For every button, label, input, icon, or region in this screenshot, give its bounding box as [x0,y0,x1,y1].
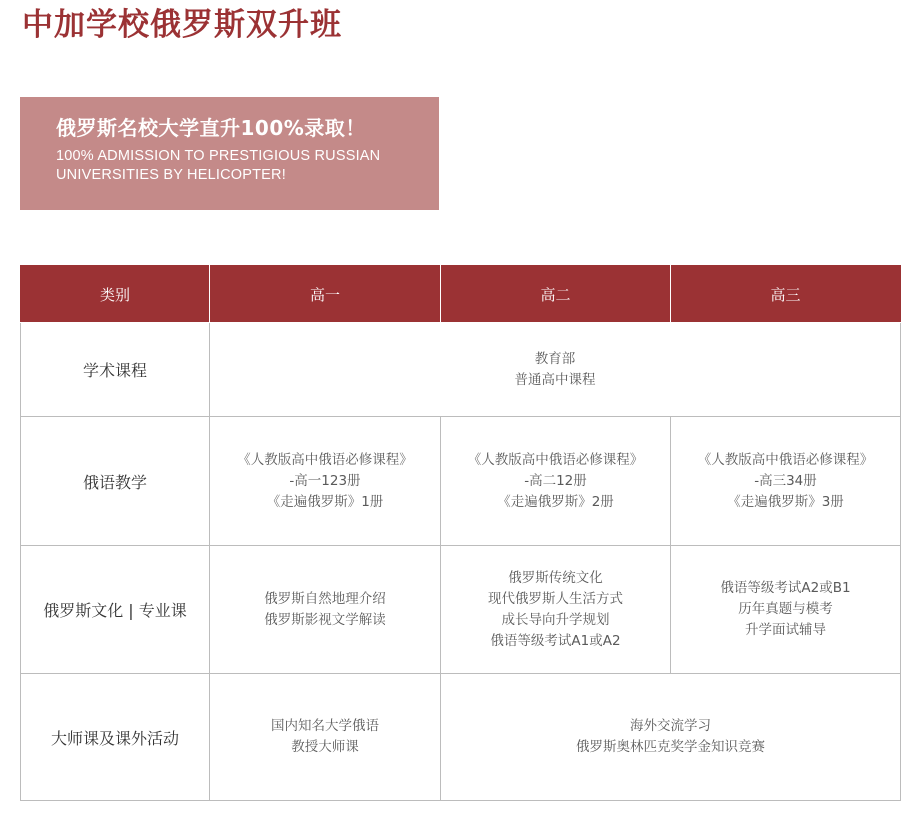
cell-russian-grade-2 [441,417,671,546]
cell-line: 海外交流学习 [630,718,711,734]
cell-line: 历年真题与模考 [738,601,833,617]
table-row [21,323,901,417]
admission-banner [20,97,439,210]
cell-line: -高二12册 [524,472,587,489]
banner-subline-2: UNIVERSITIES BY HELICOPTER! [56,167,286,183]
cell-line: 教育部 [534,350,576,367]
table-header-row [21,266,901,323]
header-grade-2: 高二 [441,266,671,323]
cell-line: 《人教版高中俄语必修课程》 [697,451,874,468]
page-title: 中加学校俄罗斯双升班 [22,7,342,43]
cell-line: 教授大师课 [291,739,359,755]
cell-line: 俄罗斯传统文化 [508,569,603,586]
cell-academic-all-grades [210,323,901,417]
cell-culture-grade-1 [210,546,441,674]
banner-subline [56,147,419,185]
cell-line: -高一123册 [289,472,361,489]
cell-line: 成长导向升学规划 [501,611,610,628]
header-category: 类别 [21,266,210,323]
cell-line: -高三34册 [754,472,817,489]
cell-culture-grade-3 [671,546,901,674]
cell-line: 俄罗斯影视文学解读 [264,611,386,628]
cell-line: 现代俄罗斯人生活方式 [488,590,623,607]
cell-line: 俄罗斯自然地理介绍 [264,590,386,607]
cell-line: 《人教版高中俄语必修课程》 [237,451,413,468]
cell-line: 《走遍俄罗斯》2册 [497,493,614,510]
header-grade-3: 高三 [671,266,901,323]
cell-masterclass-grade-2-3 [441,674,901,801]
header-grade-1: 高一 [210,266,441,323]
row-category-masterclass: 大师课及课外活动 [21,674,210,801]
row-category-academic: 学术课程 [21,323,210,417]
table-row [21,546,901,674]
cell-line: 《走遍俄罗斯》3册 [727,493,844,510]
table-row [21,417,901,546]
cell-line: 升学面试辅导 [745,622,826,638]
curriculum-table [20,265,901,801]
cell-russian-grade-1 [210,417,441,546]
cell-line: 俄语等级考试A1或A2 [490,632,621,649]
table-row [21,674,901,801]
banner-headline: 俄罗斯名校大学直升100%录取！ [56,116,366,140]
cell-line: 俄语等级考试A2或B1 [720,580,851,596]
row-category-russian: 俄语教学 [21,417,210,546]
cell-masterclass-grade-1 [210,674,441,801]
cell-russian-grade-3 [671,417,901,546]
cell-line: 普通高中课程 [514,371,596,388]
row-category-culture: 俄罗斯文化 | 专业课 [21,546,210,674]
cell-line: 俄罗斯奥林匹克奖学金知识竞赛 [576,739,765,755]
cell-line: 《人教版高中俄语必修课程》 [467,451,644,468]
cell-line: 国内知名大学俄语 [271,718,379,734]
cell-line: 《走遍俄罗斯》1册 [266,493,384,510]
cell-culture-grade-2 [441,546,671,674]
banner-subline-1: 100% ADMISSION TO PRESTIGIOUS RUSSIAN [56,148,381,164]
